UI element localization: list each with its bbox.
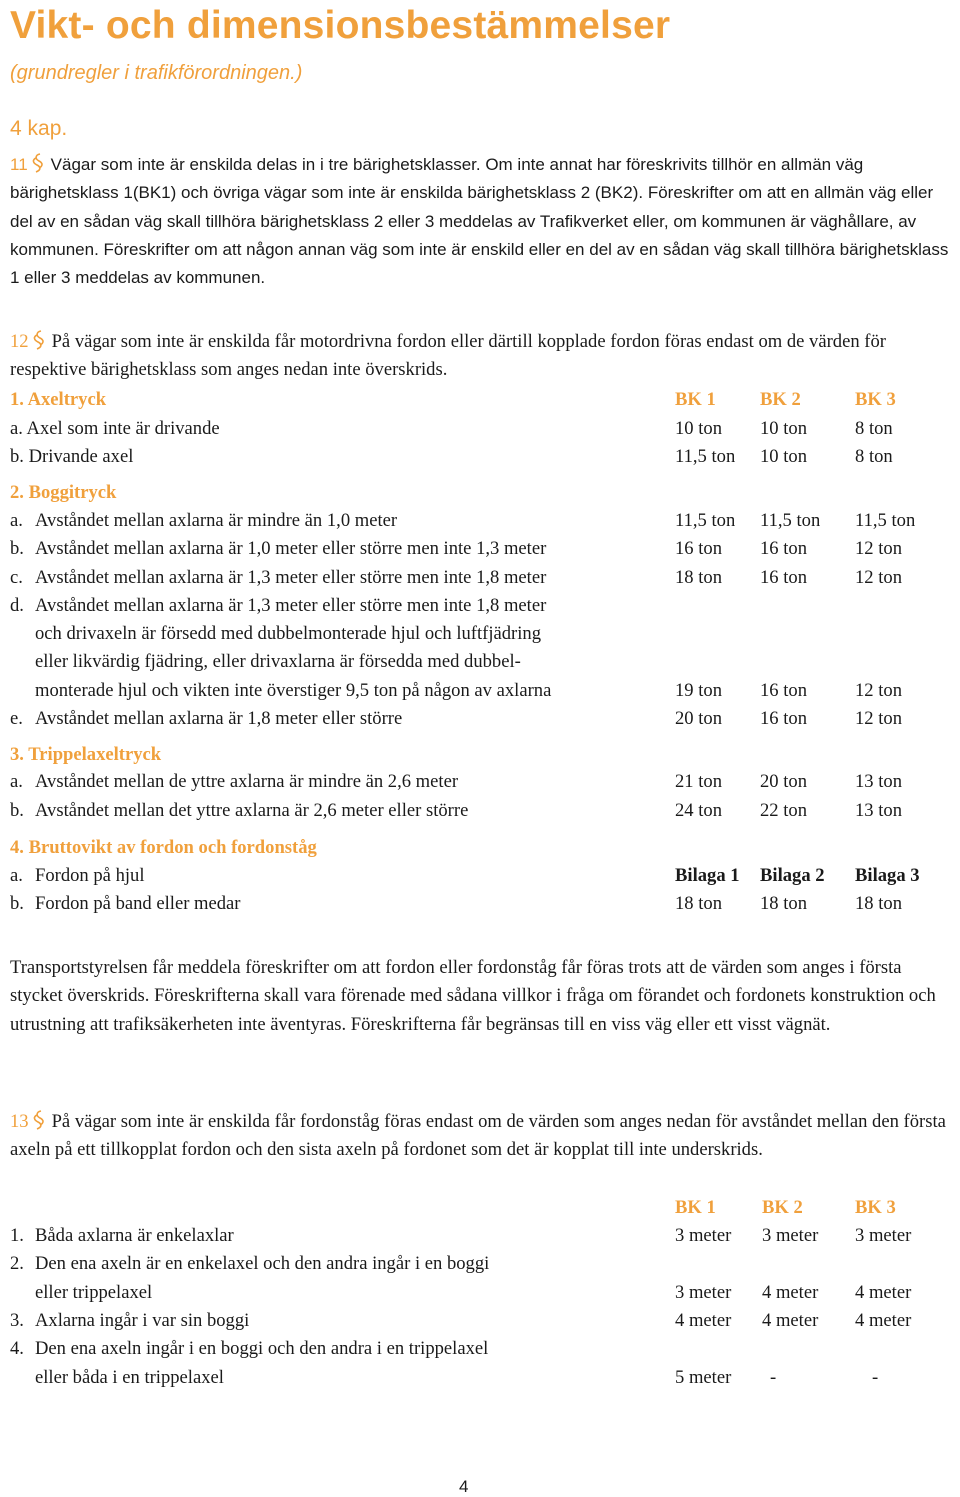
value-bk2: 16 ton xyxy=(760,567,808,588)
row-label: Axlarna ingår i var sin boggi xyxy=(35,1310,250,1331)
row-label-line: eller båda i en trippelaxel xyxy=(35,1367,224,1388)
row-label: Fordon på band eller medar xyxy=(35,893,241,914)
value-bk2: 11,5 ton xyxy=(760,510,821,531)
row-letter: a. xyxy=(10,771,23,792)
row-label: b. Drivande axel xyxy=(10,446,134,467)
value-bk2: 22 ton xyxy=(760,800,808,821)
value-bk3: Bilaga 3 xyxy=(855,865,920,886)
value-bk3: 12 ton xyxy=(855,680,903,701)
col-header-bk3: BK 3 xyxy=(855,389,896,410)
value-bk1: 24 ton xyxy=(675,800,723,821)
row-label: Avståndet mellan de yttre axlarna är mindre än 2,6 meter xyxy=(35,771,459,792)
value-bk2: 18 ton xyxy=(760,893,808,914)
value-bk1: 3 meter xyxy=(675,1225,732,1246)
value-bk1: 10 ton xyxy=(675,418,723,439)
value-bk3: 12 ton xyxy=(855,538,903,559)
row-letter: a. xyxy=(10,865,23,886)
section-11-text: Vägar som inte är enskilda delas in i tre bärighetsklasser. Om inte annat har föreskrivits tillhör en allmän väg bärighetsklass 1(BK1) och övriga vägar som inte är enskilda bärighetsklass 2 (BK2). xyxy=(10,155,864,203)
section-sign-icon xyxy=(31,151,45,175)
row-label-line: och drivaxeln är försedd med dubbelmonterade hjul och luftfjädring xyxy=(35,623,541,644)
row-letter: c. xyxy=(10,567,23,588)
value-bk3: 11,5 ton xyxy=(855,510,916,531)
value-bk1: 21 ton xyxy=(675,771,723,792)
brutto-header: 4. Bruttovikt av fordon och fordonståg xyxy=(10,837,317,858)
trippel-header: 3. Trippelaxeltryck xyxy=(10,744,162,765)
row-label-line: eller trippelaxel xyxy=(35,1282,153,1303)
row-number: 2. xyxy=(10,1253,24,1274)
value-bk1: 11,5 ton xyxy=(675,510,736,531)
value-bk2: 3 meter xyxy=(762,1225,819,1246)
row-label: Avståndet mellan axlarna är 1,0 meter eller större men inte 1,3 meter xyxy=(35,538,547,559)
value-bk1: 11,5 ton xyxy=(675,446,736,467)
row-letter: e. xyxy=(10,708,23,729)
row-label: Avståndet mellan det yttre axlarna är 2,6 meter eller större xyxy=(35,800,469,821)
section-12-text: På vägar som inte är enskilda får motordrivna fordon eller därtill kopplade fordon föras endast om de värden för respektive bärighetsklass som anges nedan inte överskrids. xyxy=(10,331,886,381)
row-label: Den ena axeln ingår i en boggi och den andra i en trippelaxel xyxy=(35,1338,489,1359)
section-13 xyxy=(10,1108,958,1165)
row-label: Fordon på hjul xyxy=(35,865,145,886)
value-bk3: 13 ton xyxy=(855,800,903,821)
value-bk2: 4 meter xyxy=(762,1310,819,1331)
value-bk3: 18 ton xyxy=(855,893,903,914)
section-11-text-2: Föreskrifter om att en allmän väg eller del av en sådan väg skall tillhöra bärighetsklass 2 eller 3 meddelas av Trafikverket eller, om kommunen är väghållare, av kommunen. Föreskrifter om att någon annan väg som inte är enskild eller en del av en sådan väg skall tillhöra bärighetsklass 1 eller 3 meddelas av kommunen. xyxy=(10,183,949,288)
row-label: Avståndet mellan axlarna är 1,3 meter eller större men inte 1,8 meter xyxy=(35,567,547,588)
value-bk1: 5 meter xyxy=(675,1367,732,1388)
value-bk1: 19 ton xyxy=(675,680,723,701)
section-number: 12 xyxy=(10,331,29,352)
value-bk2: 16 ton xyxy=(760,680,808,701)
section-number: 11 xyxy=(10,155,28,174)
section-number: 13 xyxy=(10,1111,29,1132)
row-letter: b. xyxy=(10,893,24,914)
row-label-line: Avståndet mellan axlarna är 1,3 meter eller större men inte 1,8 meter xyxy=(35,595,547,616)
value-bk2: 10 ton xyxy=(760,446,808,467)
row-label: Avståndet mellan axlarna är 1,8 meter eller större xyxy=(35,708,403,729)
row-label: Den ena axeln är en enkelaxel och den andra ingår i en boggi xyxy=(35,1253,490,1274)
value-bk2: 4 meter xyxy=(762,1282,819,1303)
chapter-heading: 4 kap. xyxy=(10,117,68,140)
col-header-bk1: BK 1 xyxy=(675,389,716,410)
row-label-line: monterade hjul och vikten inte överstiger 9,5 ton på någon av axlarna xyxy=(35,680,552,701)
axeltryck-header: 1. Axeltryck xyxy=(10,389,107,410)
value-bk1: 4 meter xyxy=(675,1310,732,1331)
value-bk1: Bilaga 1 xyxy=(675,865,740,886)
value-bk3: 12 ton xyxy=(855,708,903,729)
value-bk3: 3 meter xyxy=(855,1225,912,1246)
row-letter: b. xyxy=(10,800,24,821)
row-letter: b. xyxy=(10,538,24,559)
value-bk1: 3 meter xyxy=(675,1282,732,1303)
section-13-text: På vägar som inte är enskilda får fordonståg föras endast om de värden som anges nedan för avståndet mellan den första axeln på ett tillkopplat fordon och den sista axeln på fordonet som det är kopplat till inte underskrids. xyxy=(10,1111,946,1161)
row-label: Avståndet mellan axlarna är mindre än 1,0 meter xyxy=(35,510,398,531)
value-bk3: 13 ton xyxy=(855,771,903,792)
section-12 xyxy=(10,328,958,385)
row-letter: a. xyxy=(10,510,23,531)
value-bk3: 4 meter xyxy=(855,1282,912,1303)
col-header-bk3: BK 3 xyxy=(855,1197,896,1218)
value-bk3: 8 ton xyxy=(855,446,893,467)
section-11 xyxy=(10,151,958,292)
value-bk2: 16 ton xyxy=(760,538,808,559)
row-label-line: eller likvärdig fjädring, eller drivaxlarna är försedda med dubbel- xyxy=(35,651,521,672)
page-number: 4 xyxy=(459,1477,469,1496)
row-letter: d. xyxy=(10,595,24,616)
value-bk2: Bilaga 2 xyxy=(760,865,825,886)
value-bk1: 18 ton xyxy=(675,567,723,588)
col-header-bk1: BK 1 xyxy=(675,1197,716,1218)
value-bk3: 8 ton xyxy=(855,418,893,439)
value-bk1: 20 ton xyxy=(675,708,723,729)
section-sign-icon xyxy=(32,328,46,352)
value-bk3: - xyxy=(872,1367,879,1388)
value-bk2: 20 ton xyxy=(760,771,808,792)
row-number: 1. xyxy=(10,1225,24,1246)
value-bk3: 12 ton xyxy=(855,567,903,588)
boggi-header: 2. Boggitryck xyxy=(10,482,117,503)
value-bk2: - xyxy=(770,1367,777,1388)
section-sign-icon xyxy=(32,1108,46,1132)
value-bk3: 4 meter xyxy=(855,1310,912,1331)
row-label: a. Axel som inte är drivande xyxy=(10,418,220,439)
value-bk1: 16 ton xyxy=(675,538,723,559)
col-header-bk2: BK 2 xyxy=(762,1197,803,1218)
value-bk1: 18 ton xyxy=(675,893,723,914)
page-subtitle: (grundregler i trafikförordningen.) xyxy=(10,62,303,84)
section-12-after-text: Transportstyrelsen får meddela föreskrifter om att fordon eller fordonståg får föras trots att de värden som anges i första stycket överskrids. Föreskrifterna skall vara förenade med sådana villkor i fråga om förandet och fordonets konstruktion och utrustning att trafiksäkerheten inte äventyras. Föreskrifterna får begränsas till en viss väg eller ett visst vägnät. xyxy=(10,957,936,1035)
value-bk2: 10 ton xyxy=(760,418,808,439)
page-title: Vikt- och dimensionsbestämmelser xyxy=(10,4,671,47)
row-number: 4. xyxy=(10,1338,24,1359)
value-bk2: 16 ton xyxy=(760,708,808,729)
row-number: 3. xyxy=(10,1310,24,1331)
col-header-bk2: BK 2 xyxy=(760,389,801,410)
row-label: Båda axlarna är enkelaxlar xyxy=(35,1225,234,1246)
